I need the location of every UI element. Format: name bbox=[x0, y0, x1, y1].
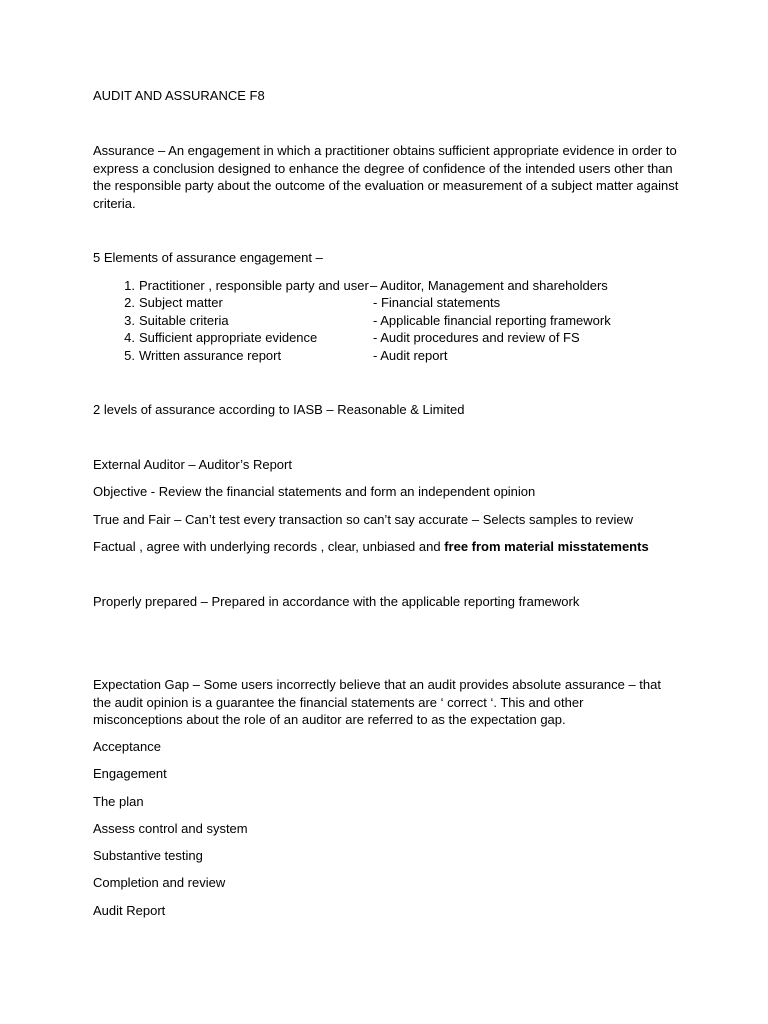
list-item-number: 5. bbox=[124, 348, 135, 363]
list-item-term: Suitable criteria bbox=[139, 313, 229, 328]
assurance-levels: 2 levels of assurance according to IASB – Reasonable & Limited bbox=[93, 402, 465, 417]
list-item-number: 1. bbox=[124, 278, 135, 293]
assurance-definition: Assurance – An engagement in which a practitioner obtains sufficient appropriate evidence in order to express a conclusion designed to enhance the degree of confidence of the intended users other than the responsible party about the outcome of the evaluation or measurement of a subject matter against criteria. bbox=[93, 143, 679, 211]
list-item-number: 3. bbox=[124, 313, 135, 328]
list-item-description: - Applicable financial reporting framework bbox=[373, 313, 611, 328]
list-item-description: - Audit report bbox=[373, 348, 448, 363]
list-item-number: 2. bbox=[124, 295, 135, 310]
factual-line bbox=[93, 538, 649, 556]
external-auditor-line: External Auditor – Auditor’s Report bbox=[93, 457, 292, 472]
document-title: AUDIT AND ASSURANCE F8 bbox=[93, 88, 265, 103]
elements-heading: 5 Elements of assurance engagement – bbox=[93, 250, 323, 265]
list-item-term: Sufficient appropriate evidence bbox=[139, 330, 318, 345]
audit-stage: The plan bbox=[93, 794, 144, 809]
true-and-fair-line: True and Fair – Can’t test every transaction so can’t say accurate – Selects samples to review bbox=[93, 512, 633, 527]
list-item-description: – Auditor, Management and shareholders bbox=[370, 278, 608, 293]
audit-stage: Engagement bbox=[93, 766, 167, 781]
audit-stage: Assess control and system bbox=[93, 821, 248, 836]
audit-stage: Acceptance bbox=[93, 739, 161, 754]
factual-text: Factual , agree with underlying records , clear, unbiased and bbox=[93, 539, 445, 554]
expectation-gap-paragraph: Expectation Gap – Some users incorrectly believe that an audit provides absolute assurance – that the audit opinion is a guarantee the financial statements are ‘ correct ‘. This and other misconceptions about the role of an auditor are referred to as the expectation gap. bbox=[93, 677, 661, 727]
factual-bold-text: free from material misstatements bbox=[444, 539, 649, 554]
list-item-term: Practitioner , responsible party and user bbox=[139, 278, 369, 293]
audit-stage: Audit Report bbox=[93, 903, 166, 918]
list-item-number: 4. bbox=[124, 330, 135, 345]
objective-line: Objective - Review the financial statements and form an independent opinion bbox=[93, 484, 536, 499]
properly-prepared-line: Properly prepared – Prepared in accordance with the applicable reporting framework bbox=[93, 594, 580, 609]
list-item-term: Written assurance report bbox=[139, 348, 282, 363]
audit-stage: Completion and review bbox=[93, 875, 226, 890]
list-item-description: - Financial statements bbox=[373, 295, 501, 310]
list-item-description: - Audit procedures and review of FS bbox=[373, 330, 580, 345]
list-item-term: Subject matter bbox=[139, 295, 223, 310]
audit-stage: Substantive testing bbox=[93, 848, 203, 863]
